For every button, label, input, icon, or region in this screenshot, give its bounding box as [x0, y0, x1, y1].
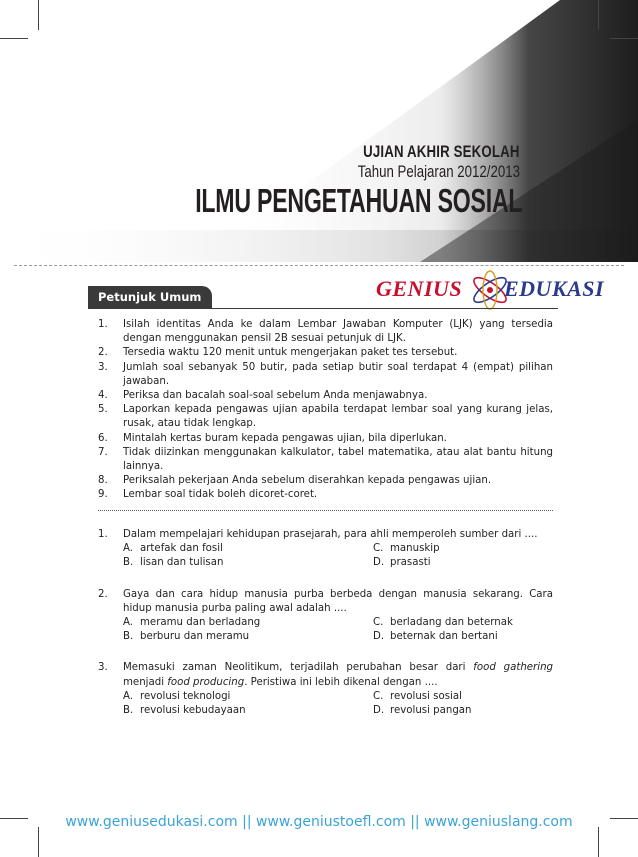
crop-mark: [38, 0, 39, 30]
questions-list: [98, 528, 553, 735]
question-text: Memasuki zaman Neolitikum, terjadilah perubahan besar dari food gathering menjadi food producing. Peristiwa ini lebih dikenal dengan ....: [123, 662, 553, 688]
italic-term: food gathering: [473, 662, 553, 674]
instructions-list: [98, 318, 553, 503]
question-text: Dalam mempelajari kehidupan prasejarah, para ahli memperoleh sumber dari ....: [123, 529, 538, 540]
question-3: [98, 661, 553, 718]
answer-option[interactable]: C. revolusi sosial: [373, 690, 462, 702]
crop-mark: [0, 38, 28, 39]
answer-option[interactable]: C. manuskip: [373, 543, 440, 555]
question-number: 1.: [98, 529, 108, 540]
header-band-graphic: [0, 0, 638, 262]
genius-edukasi-logo: [372, 272, 626, 308]
exam-name: UJIAN AKHIR SEKOLAH: [363, 142, 520, 161]
answer-options: [123, 542, 553, 570]
list-item: 2. Tersedia waktu 120 menit untuk mengerjakan paket tes tersebut.: [98, 347, 458, 359]
subject-title: ILMU PENGETAHUAN SOSIAL: [194, 182, 522, 219]
list-item: 1. Isilah identitas Anda ke dalam Lembar Jawaban Komputer (LJK) yang tersedia dengan menggunakan pensil 2B sesuai petunjuk di LJK.: [98, 319, 553, 345]
answer-options: [123, 690, 553, 718]
list-item: 6. Mintalah kertas buram kepada pengawas ujian, bila diperlukan.: [98, 432, 447, 444]
crop-mark: [610, 38, 638, 39]
answer-option[interactable]: D. revolusi pangan: [373, 705, 472, 717]
academic-year: Tahun Pelajaran 2012/2013: [357, 162, 520, 181]
crop-mark: [598, 0, 599, 30]
italic-term: food producing: [167, 676, 245, 688]
answer-option[interactable]: B. berburu dan meramu: [123, 631, 250, 643]
list-item: 7. Tidak diizinkan menggunakan kalkulator, tabel matematika, atau alat bantu hitung lainnya.: [98, 446, 553, 473]
answer-option[interactable]: B. lisan dan tulisan: [123, 557, 224, 569]
crop-mark: [598, 827, 599, 857]
crop-mark: [38, 827, 39, 857]
question-number: 2.: [98, 588, 108, 600]
section-title: Petunjuk Umum: [98, 290, 202, 304]
answer-option[interactable]: D. beternak dan bertani: [373, 631, 498, 643]
list-item: 5. Laporkan kepada pengawas ujian apabila terdapat lembar soal yang kurang jelas, rusak, atau tidak lengkap.: [98, 404, 553, 430]
question-text: Gaya dan cara hidup manusia purba berbeda dengan manusia sekarang. Cara hidup manusia purba paling awal adalah ....: [123, 588, 553, 614]
answer-options: [123, 616, 553, 644]
footer-links[interactable]: www.geniusedukasi.com || www.geniustoefl.com || www.geniuslang.com: [65, 814, 573, 830]
answer-option[interactable]: C. berladang dan beternak: [373, 617, 513, 629]
section-header: [88, 286, 212, 309]
section-underline: [88, 308, 558, 309]
question-number: 3.: [98, 662, 108, 674]
list-item: 8. Periksalah pekerjaan Anda sebelum diserahkan kepada pengawas ujian.: [98, 475, 492, 487]
logo-text-edukasi: EDUKASI: [504, 276, 605, 301]
answer-option[interactable]: D. prasasti: [373, 557, 431, 569]
answer-option[interactable]: A. meramu dan berladang: [123, 617, 261, 629]
answer-option[interactable]: A. revolusi teknologi: [123, 690, 231, 702]
list-item: 9. Lembar soal tidak boleh dicoret-coret.: [98, 489, 318, 501]
list-item: 4. Periksa dan bacalah soal-soal sebelum Anda menjawabnya.: [98, 390, 428, 402]
question-1: [98, 528, 553, 571]
answer-option[interactable]: B. revolusi kebudayaan: [123, 705, 246, 717]
answer-option[interactable]: A. artefak dan fosil: [123, 543, 223, 555]
question-2: [98, 588, 553, 645]
dotted-divider: [98, 510, 553, 511]
list-item: 3. Jumlah soal sebanyak 50 butir, pada setiap butir soal terdapat 4 (empat) pilihan jawaban.: [98, 361, 553, 387]
dashed-divider: [14, 265, 624, 266]
logo-text-genius: GENIUS: [376, 276, 463, 301]
